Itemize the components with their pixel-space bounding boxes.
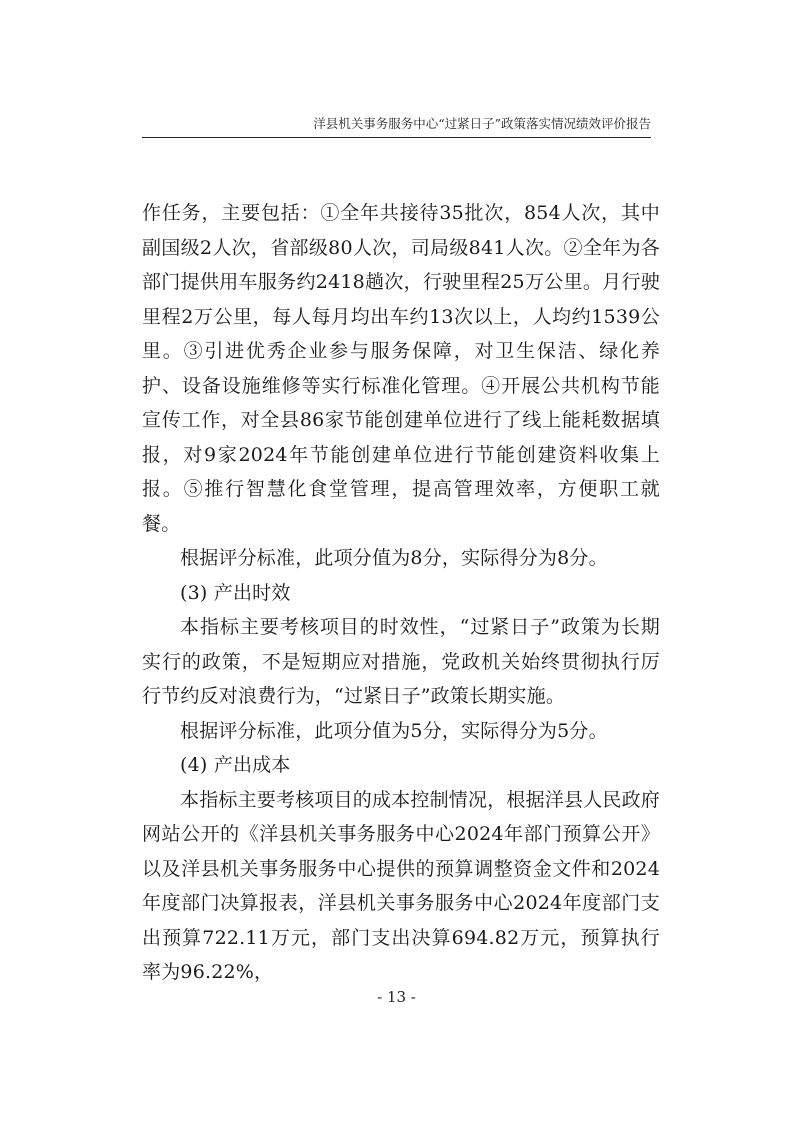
paragraph-timeliness: 本指标主要考核项目的时效性，“过紧日子”政策为长期实行的政策，不是短期应对措施，党政机关始终贯彻执行厉行节约反对浪费行为，“过紧日子”政策长期实施。 xyxy=(142,616,660,707)
paragraph-output-cost: 本指标主要考核项目的成本控制情况，根据洋县人民政府网站公开的《洋县机关事务服务中心2024年部门预算公开》以及洋县机关事务服务中心提供的预算调整资金文件和2024年度部门决算报表，洋县机关事务服务中心2024年度部门支出预算722.11万元，部门支出决算694.82万元，预算执行率为96.22%， xyxy=(142,788,661,983)
paragraph-work-tasks: 作任务，主要包括：①全年共接待35批次，854人次，其中副国级2人次，省部级80人次，司局级841人次。②全年为各部门提供用车服务约2418趟次，行驶里程25万公里。月行驶里程2万公里，每人每月均出车约13次以上，人均约1539公里。③引进优秀企业参与服务保障，对卫生保洁、绿化养护、设备设施维修等实行标准化管理。④开展公共机构节能宣传工作，对全县86家节能创建单位进行了线上能耗数据填报，对9家2024年节能创建单位进行节能创建资料收集上报。⑤推行智慧化食堂管理，提高管理效率，方便职工就餐。 xyxy=(142,202,660,535)
header-title: 洋县机关事务服务中心“过紧日子”政策落实情况绩效评价报告 xyxy=(313,116,651,131)
heading-output-cost: (4) 产出成本 xyxy=(180,754,291,776)
heading-output-timeliness: (3) 产出时效 xyxy=(180,581,291,604)
report-body xyxy=(142,196,660,990)
page-number: - 13 - xyxy=(377,988,416,1006)
running-header xyxy=(142,115,651,138)
paragraph-score-timeliness: 根据评分标准，此项分值为5分，实际得分为5分。 xyxy=(180,719,608,742)
paragraph-score-output-quality: 根据评分标准，此项分值为8分，实际得分为8分。 xyxy=(180,547,608,569)
